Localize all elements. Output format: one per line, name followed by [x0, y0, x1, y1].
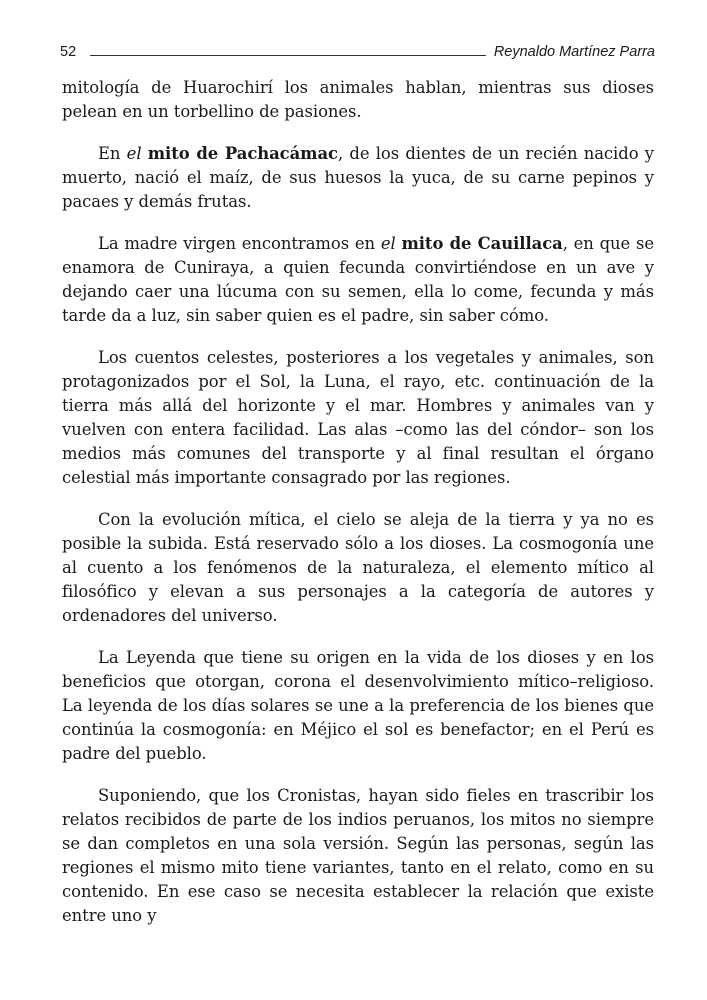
paragraph-pachacamac	[62, 142, 654, 214]
paragraph-text: mitología de Huarochirí los animales hablan, mientras sus dioses pelean en un torbellino de pasiones.	[62, 78, 654, 121]
paragraph-text: Los cuentos celestes, posteriores a los vegetales y animales, son protagonizados por el Sol, la Luna, el rayo, etc. continuación de la tierra más allá del horizonte y el mar. Hombres y animales van y vuelven con entera facilidad. Las alas –como las del cóndor– son los medios más comunes del transporte y al final resultan el órgano celestial más importante consagrado por las regiones.	[62, 348, 654, 487]
paragraph-text: Suponiendo, que los Cronistas, hayan sido fieles en trascribir los relatos recibidos de parte de los indios peruanos, los mitos no siempre se dan completos en una sola versión. Según las personas, según las regiones el mismo mito tiene variantes, tanto en el relato, como en su contenido. En ese caso se necesita establecer la relación que existe entre uno y	[62, 786, 654, 925]
italic-article: el	[126, 144, 142, 163]
bold-myth-title: mito de Cauillaca	[401, 234, 563, 253]
paragraph-text-part: , en que se enamora de Cuniraya, a quien fecunda convirtiéndose en un ave y dejando caer una lúcuma con su semen, ella lo come, fecunda y más tarde da a luz, sin saber quien es el padre, sin saber cómo.	[62, 234, 654, 325]
paragraph-text-part: En	[98, 144, 127, 163]
paragraph-text-part: La madre virgen encontramos en	[98, 234, 381, 253]
paragraph-chroniclers	[62, 784, 654, 928]
paragraph-celestial-tales	[62, 346, 654, 490]
header-rule	[90, 55, 486, 56]
paragraph-continued	[62, 76, 654, 124]
paragraph-cauillaca	[62, 232, 654, 328]
italic-article: el	[380, 234, 396, 253]
paragraph-mythic-evolution	[62, 508, 654, 628]
paragraph-text-part: , de los dientes de un recién nacido y muerto, nació el maíz, de sus huesos la yuca, de su carne pepinos y pacaes y demás frutas.	[62, 144, 654, 211]
body-text	[62, 76, 654, 928]
running-header-author: Reynaldo Martínez Parra	[493, 44, 655, 60]
paragraph-text: Con la evolución mítica, el cielo se aleja de la tierra y ya no es posible la subida. Está reservado sólo a los dioses. La cosmogonía une al cuento a los fenómenos de la naturaleza, el elemento mítico al filosófico y elevan a sus personajes a la categoría de autores y ordenadores del universo.	[62, 510, 654, 625]
running-header	[60, 40, 655, 60]
paragraph-text: La Leyenda que tiene su origen en la vida de los dioses y en los beneficios que otorgan, corona el desenvolvimiento mítico–religioso. La leyenda de los días solares se une a la preferencia de los bienes que continúa la cosmogonía: en Méjico el sol es benefactor; en el Perú es padre del pueblo.	[62, 648, 654, 763]
paragraph-legend	[62, 646, 654, 766]
page-number: 52	[60, 44, 77, 60]
bold-myth-title: mito de Pachacámac	[147, 144, 338, 163]
